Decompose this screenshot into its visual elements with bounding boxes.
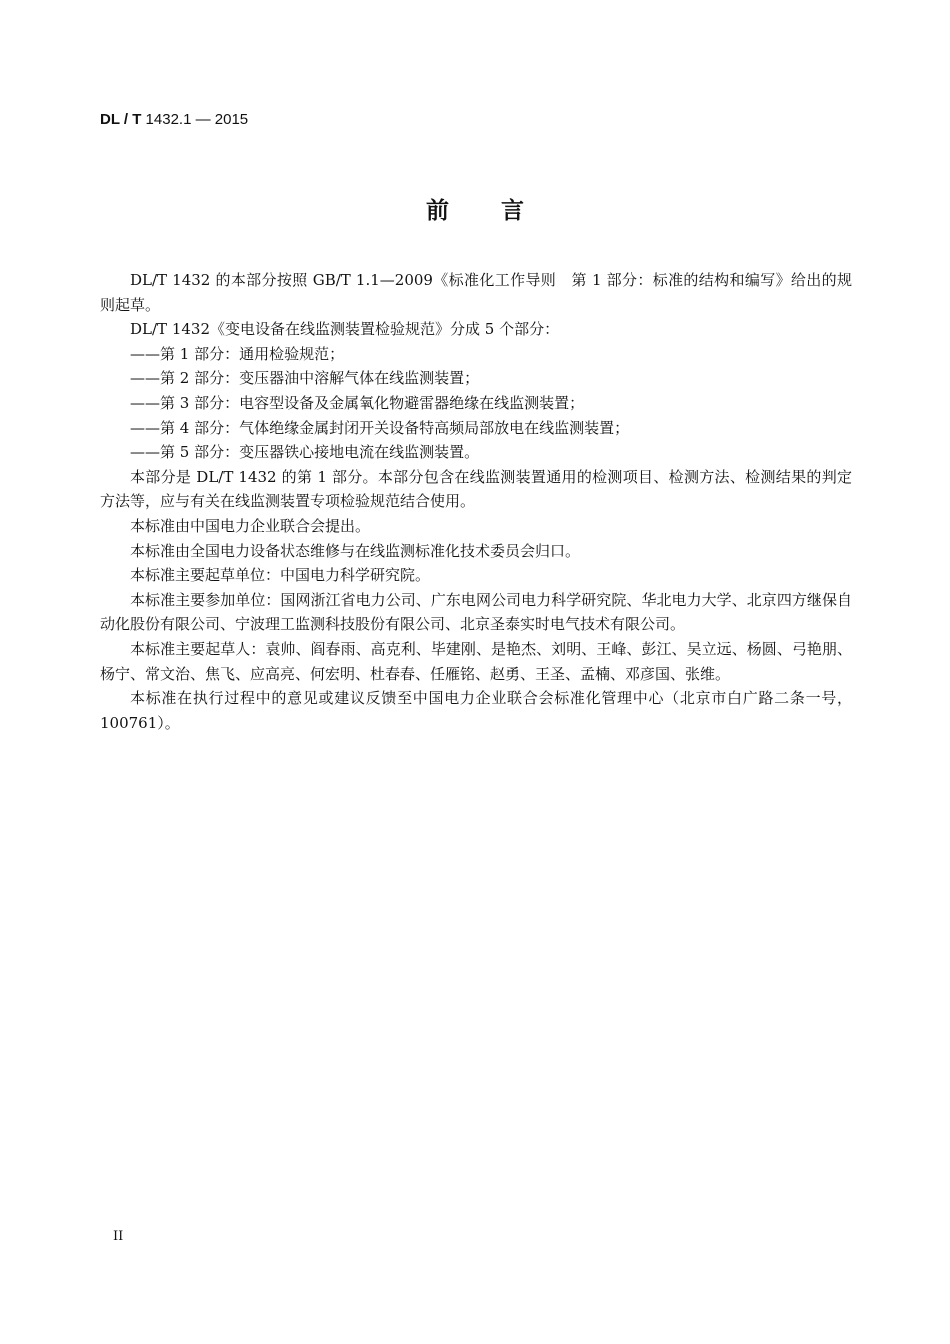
list-item-part-4: ——第 4 部分：气体绝缘金属封闭开关设备特高频局部放电在线监测装置；: [130, 418, 630, 437]
foreword-body: [100, 268, 852, 735]
header-number: 1432.1 — 2015: [141, 111, 249, 128]
list-item-part-5: ——第 5 部分：变压器铁心接地电流在线监测装置。: [130, 443, 480, 462]
list-item-part-3: ——第 3 部分：电容型设备及金属氧化物避雷器绝缘在线监测装置；: [130, 393, 585, 412]
paragraph-drafters: 本标准主要起草人：袁帅、阎春雨、高克利、毕建刚、是艳杰、刘明、王峰、彭江、吴立远、杨圆、弓艳朋、杨宁、常文治、焦飞、应高亮、何宏明、杜春春、任雁铭、赵勇、王圣、孟楠、邓彦国、张维。: [100, 639, 852, 683]
paragraph-feedback: 本标准在执行过程中的意见或建议反馈至中国电力企业联合会标准化管理中心（北京市白广路二条一号，100761）。: [100, 689, 852, 732]
page-number: II: [113, 1229, 124, 1244]
paragraph-main-drafter: 本标准主要起草单位：中国电力科学研究院。: [130, 566, 431, 585]
paragraph-drafting-rules: DL/T 1432 的本部分按照 GB/T 1.1—2009《标准化工作导则 第 1 部分：标准的结构和编写》给出的规则起草。: [100, 271, 852, 314]
paragraph-parts-intro: DL/T 1432《变电设备在线监测装置检验规范》分成 5 个部分：: [130, 320, 560, 339]
header-prefix: DL / T: [100, 111, 142, 128]
paragraph-participants: 本标准主要参加单位：国网浙江省电力公司、广东电网公司电力科学研究院、华北电力大学、北京四方继保自动化股份有限公司、宁波理工监测科技股份有限公司、北京圣泰实时电气技术有限公司。: [100, 590, 852, 634]
list-item-part-2: ——第 2 部分：变压器油中溶解气体在线监测装置；: [130, 369, 480, 388]
paragraph-proposer: 本标准由中国电力企业联合会提出。: [130, 516, 371, 535]
page-title: 前言: [426, 198, 576, 224]
list-item-part-1: ——第 1 部分：通用检验规范；: [130, 344, 345, 363]
document-header: [100, 111, 248, 128]
paragraph-scope: 本部分是 DL/T 1432 的第 1 部分。本部分包含在线监测装置通用的检测项目、检测方法、检测结果的判定方法等，应与有关在线监测装置专项检验规范结合使用。: [100, 467, 852, 511]
paragraph-committee: 本标准由全国电力设备状态维修与在线监测标准化技术委员会归口。: [130, 541, 581, 560]
